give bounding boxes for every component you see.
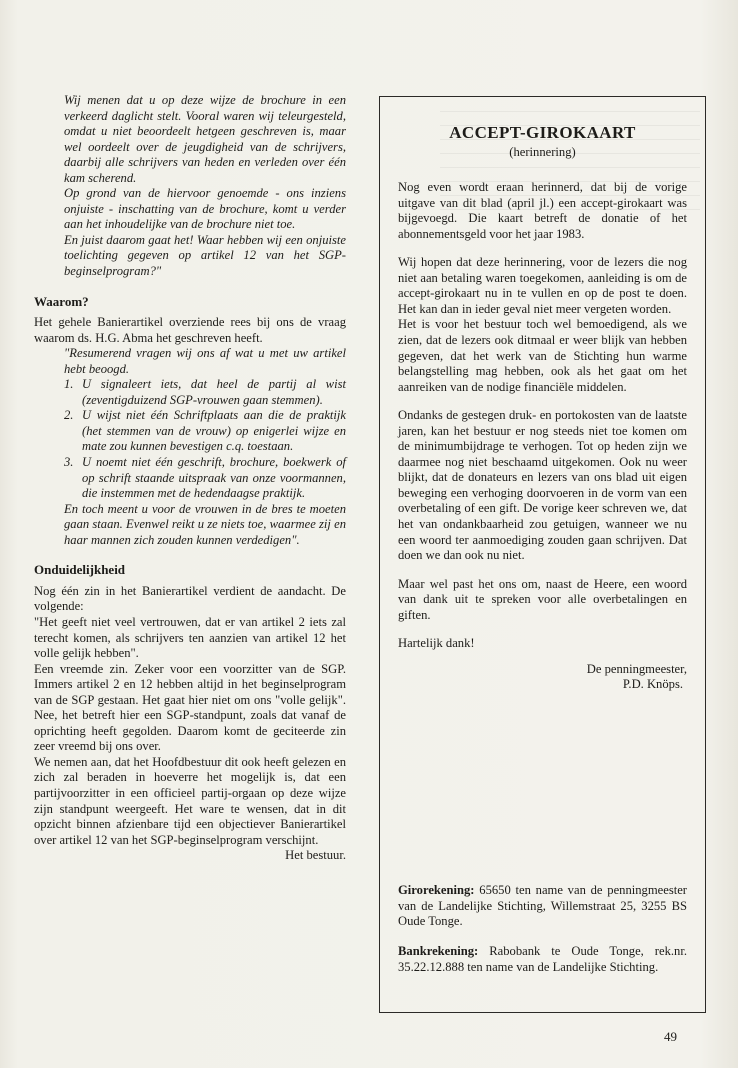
box-paragraph-1: Nog even wordt eraan herinnerd, dat bij de vorige uitgave van dit blad (april jl.) een accept-girokaart was bijgevoegd. Die kaart betreft de donatie of het abonnementsgeld voor het jaar 1983.	[398, 180, 687, 241]
box-thanks: Hartelijk dank!	[398, 636, 475, 651]
list-text: U noemt niet één geschrift, brochure, boekwerk of op schrift staande uitspraak van onze voormannen, die instemmen met de hedendaagse praktijk.	[82, 455, 346, 501]
ond-paragraph-3: We nemen aan, dat het Hoofdbestuur dit ook heeft gelezen en zich zal beraden in hoeverre het mogelijk is, dat een partijvoorzitter in een officieel partij-orgaan op deze wijze zijn standpunt weergeeft. Het ware te wensen, dat in dit opzicht binnen afzienbare tijd een objectiever Banierartikel over artikel 12 van het SGP-beginselprogram verschijnt.	[34, 754, 346, 847]
bank-block	[398, 944, 687, 975]
ond-paragraph-2: Een vreemde zin. Zeker voor een voorzitter van de SGP. Immers artikel 2 en 12 hebben altijd in het beginselprogram van de SGP gestaan. Het gaat hier niet om ons "volle gelijk". Nee, het betreft hier een SGP-standpunt, zoals dat vanaf de oprichting heeft gegolden. Daarom komt de geciteerde zin zeer vreemd bij ons over.	[34, 661, 346, 754]
ond-paragraph-1: Nog één zin in het Banierartikel verdient de aandacht. De volgende:	[34, 583, 346, 614]
list-text: U wijst niet één Schriftplaats aan die de praktijk (het stemmen van de vrouw) op enigerlei wijze en mate zou kunnen bevestigen c.q. toestaan.	[82, 408, 346, 454]
quote-paragraph-2: Op grond van de hiervoor genoemde - ons inziens onjuiste - inschatting van de brochure, komt u verder aan het inhoudelijke van de brochure niet toe.	[64, 186, 346, 232]
list-number: 2.	[64, 408, 74, 423]
bank-label: Bankrekening:	[398, 944, 479, 958]
waarom-paragraph: Het gehele Banierartikel overziende rees bij ons de vraag waarom ds. H.G. Abma het geschreven heeft.	[34, 315, 346, 345]
page-number: 49	[664, 1029, 677, 1044]
signature-role: De penningmeester,	[586, 661, 687, 676]
heading-waarom: Waarom?	[34, 293, 89, 309]
list-text: U signaleert iets, dat heel de partij al wist (zeventigduizend SGP-vrouwen gaan stemmen).	[82, 377, 346, 407]
question-list	[34, 377, 346, 501]
accept-girokaart-box	[379, 96, 706, 1013]
heading-onduidelijkheid: Onduidelijkheid	[34, 562, 126, 578]
bank-text: Rabobank te Oude Tonge, rek.nr. 35.22.12.888 ten name van de Landelijke Stichting.	[398, 944, 687, 974]
box-subtitle: (herinnering)	[509, 144, 576, 159]
quote-paragraph-1: Wij menen dat u op deze wijze de brochure in een verkeerd daglicht stelt. Vooral waren wij teleurgesteld, omdat u niet beoordeelt hetgeen geschreven is, maar wel oordeelt over de jeugdigheid van de schrijvers, daarbij alle schrijvers van heden en verleden over één kam scherend.	[64, 93, 346, 185]
signature: Het bestuur.	[285, 848, 346, 863]
waarom-quote: "Resumerend vragen wij ons af wat u met uw artikel hebt beoogd.	[64, 346, 346, 376]
box-paragraph-2a: Wij hopen dat deze herinnering, voor de lezers die nog niet aan betaling waren toegekomen, aanleiding is om de accept-girokaart nu in te vullen en op de post te doen. Het kan dan in ieder geval niet meer vergeten worden.	[398, 255, 687, 316]
list-number: 3.	[64, 455, 74, 470]
left-column	[34, 93, 346, 864]
giro-label: Girorekening:	[398, 883, 475, 897]
giro-text: 65650 ten name van de penningmeester van de Landelijke Stichting, Willemstraat 25, 3255 BS Oude Tonge.	[398, 883, 687, 929]
box-title: ACCEPT-GIROKAART	[449, 123, 636, 142]
ond-quote: "Het geeft niet veel vertrouwen, dat er van artikel 2 iets zal terecht komen, als schrijvers ten aanzien van artikel 12 het volle gelijk hebben".	[34, 614, 346, 661]
box-paragraph-3: Ondanks de gestegen druk- en portokosten van de laatste jaren, kan het bestuur er nog steeds niet toe komen om de minimumbijdrage te verhogen. Tot op heden zijn we daarmee nog niet beschaamd uitgekomen. Ook nu weer blijkt, dat de donateurs en lezers van ons blad uit eigen beweging een verhoging doorvoeren in de vorm van een overbetaling of een gift. De vorige keer schreven we, dat het van ondankbaarheid zou getuigen, wanneer we nu een woord ter aanmoediging zouden gaan schrijven. Dat doen we dan ook nu niet.	[398, 408, 687, 563]
list-item	[64, 377, 346, 408]
quote-paragraph-3: En juist daarom gaat het! Waar hebben wij een onjuiste toelichting gegeven op artikel 12 van het SGP-beginselprogram?"	[64, 232, 346, 279]
giro-block	[398, 883, 687, 930]
list-item	[64, 408, 346, 455]
list-number: 1.	[64, 377, 74, 392]
waarom-closing: En toch meent u voor de vrouwen in de bres te moeten gaan staan. Evenwel reikt u ze niets toe, waarmee zij en haar mannen zich zouden kunnen verdedigen".	[64, 501, 346, 547]
box-paragraph-4: Maar wel past het ons om, naast de Heere, een woord van dank uit te spreken voor alle overbetalingen en giften.	[398, 576, 687, 622]
list-item	[64, 455, 346, 502]
signature-name: P.D. Knöps.	[622, 677, 683, 692]
box-paragraph-2b: Het is voor het bestuur toch wel bemoedigend, als we zien, dat de lezers ook ditmaal er weer blijk van hebben gegeven, dat het werk van de Stichting hun warme belangstelling mag hebben, ook als het gaat om het aanreiken van de nodige financiële middelen.	[398, 317, 687, 394]
